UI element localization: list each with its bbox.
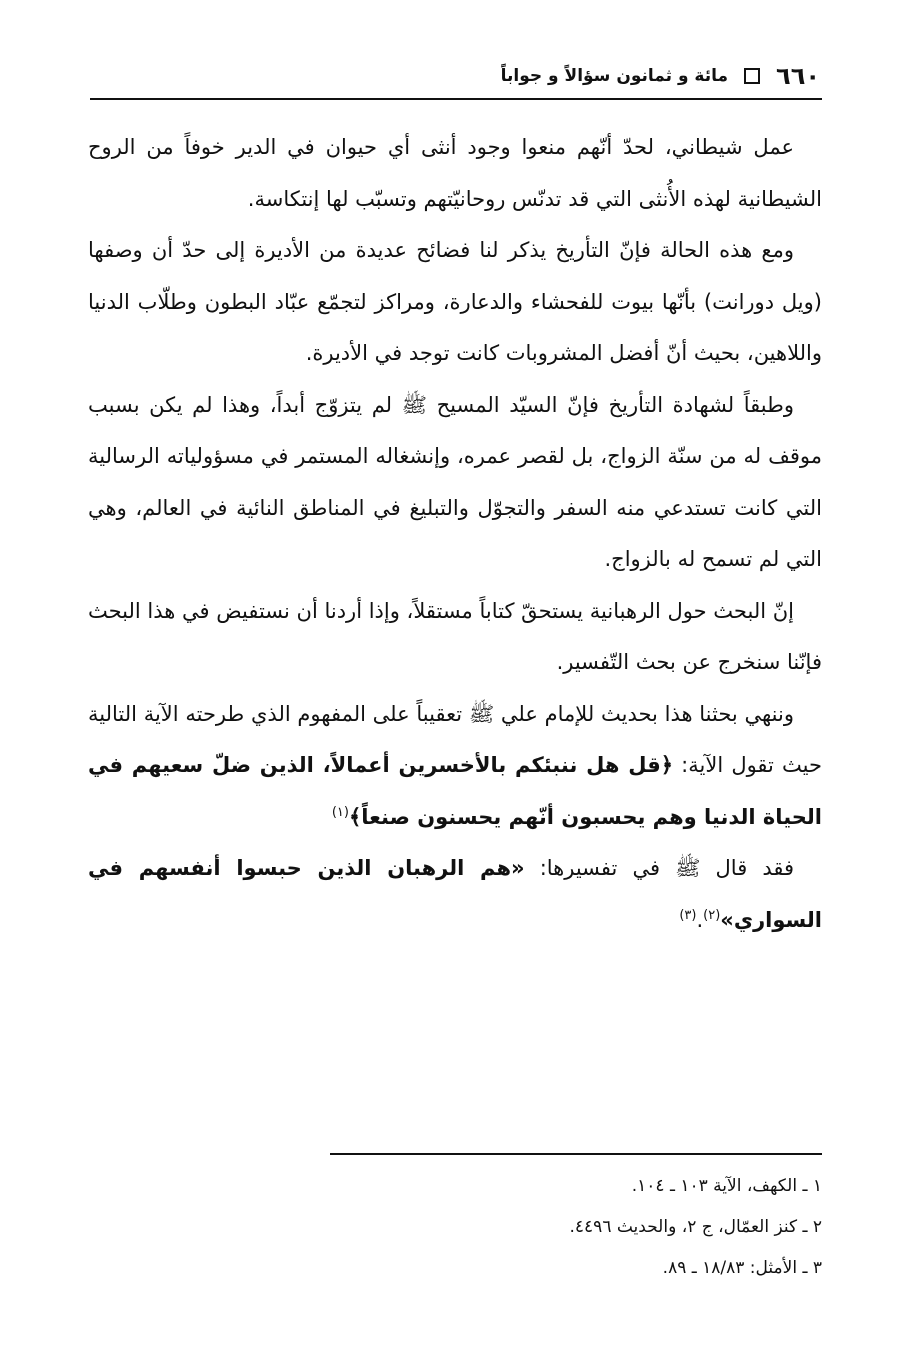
footnote-ref: (١)	[331, 804, 349, 820]
paragraph: فقد قال ﷺ في تفسيرها: «هم الرهبان الذين حبسوا أنفسهم في السواري»$^{(٢)}$.$^{(٣)}$	[88, 856, 822, 932]
footnote-ref: (٢)	[703, 907, 721, 923]
page-number: ٦٦٠	[776, 62, 820, 90]
paragraph: وطبقاً لشهادة التأريخ فإنّ السيّد المسيح ﷺ لم يتزوّج أبداً، وهذا لم يكن بسبب موقف له من سنّة الزواج، بل لقصر عمره، وإنشغاله المستمر في مسؤولياته الرسالية التي كانت تستدعي منه السفر والتجوّل والتبليغ في المناطق النائية في العالم، وهي التي لم تسمح له بالزواج.	[88, 392, 822, 571]
square-icon	[744, 68, 760, 84]
quran-quote: ﴿قل هل ننبئكم بالأخسرين أعمالاً، الذين ضلّ سعيهم في الحياة الدنيا وهم يحسبون أنّهم يحسنون صنعاً﴾	[88, 753, 822, 829]
header-divider	[90, 98, 822, 100]
footnotes	[330, 1166, 822, 1289]
page-header	[92, 56, 820, 96]
footnote: ١ ـ الكهف، الآية ١٠٣ ـ ١٠٤.	[631, 1176, 822, 1196]
hadith-quote: «هم الرهبان الذين حبسوا أنفسهم في السواري»	[88, 856, 822, 932]
main-text	[88, 122, 822, 946]
footnote: ٢ ـ كنز العمّال، ج ٢، والحديث ٤٤٩٦.	[569, 1217, 822, 1237]
footnote: ٣ ـ الأمثل: ١٨/٨٣ ـ ٨٩.	[662, 1258, 822, 1278]
footnote-divider	[330, 1153, 822, 1155]
paragraph: إنّ البحث حول الرهبانية يستحقّ كتاباً مستقلاً، وإذا أردنا أن نستفيض في هذا البحث فإنّنا سنخرج عن بحث التّفسير.	[88, 598, 822, 674]
book-title: مائة و ثمانون سؤالاً و جواباً	[500, 66, 729, 86]
paragraph: وننهي بحثنا هذا بحديث للإمام علي ﷺ تعقيباً على المفهوم الذي طرحته الآية التالية حيث تقول الآية: ﴿قل هل ننبئكم بالأخسرين أعمالاً، الذين ضلّ سعيهم في الحياة الدنيا وهم يحسبون أنّهم يحسنون صنعاً﴾$^{(١)}$	[88, 701, 822, 829]
paragraph: عمل شيطاني، لحدّ أنّهم منعوا وجود أنثى أي حيوان في الدير خوفاً من الروح الشيطانية لهذه الأُنثى التي قد تدنّس روحانيّتهم وتسبّب لها إنتكاسة.	[88, 135, 822, 211]
paragraph: ومع هذه الحالة فإنّ التأريخ يذكر لنا فضائح عديدة من الأديرة إلى حدّ أن وصفها (ويل دورانت) بأنّها بيوت للفحشاء والدعارة، ومراكز لتجمّع عبّاد البطون وطلّاب الدنيا واللاهين، بحيث أنّ أفضل المشروبات كانت توجد في الأديرة.	[88, 238, 822, 365]
footnote-ref: (٣)	[679, 907, 697, 923]
